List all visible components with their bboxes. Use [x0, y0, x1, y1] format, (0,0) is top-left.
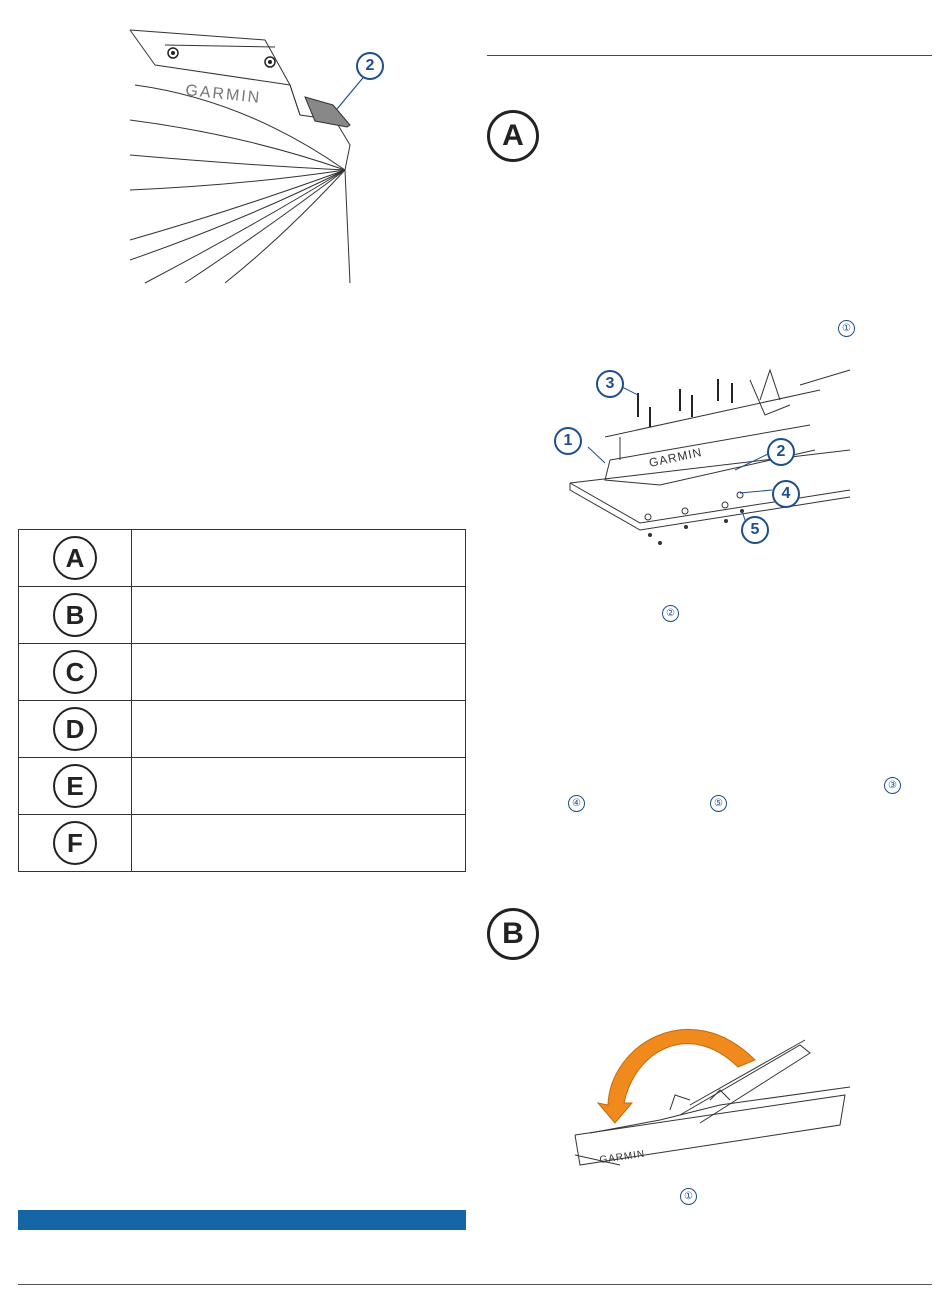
logo-text: GARMIN: [184, 82, 262, 107]
callout-3-mid: 3: [596, 370, 624, 398]
table-row: [19, 644, 466, 701]
inline-ref-1: ①: [838, 320, 855, 337]
step-text: [132, 530, 466, 587]
step-badge: E: [53, 764, 97, 808]
inline-ref-3: ③: [884, 777, 901, 794]
callout-2-mid: 2: [767, 438, 795, 466]
step-table: [18, 529, 466, 872]
step-badge: A: [53, 536, 97, 580]
table-row: [19, 758, 466, 815]
boat-bow-illustration: [125, 25, 385, 290]
step-a-marker: A: [487, 110, 539, 162]
step-b-marker: B: [487, 908, 539, 960]
table-row: [19, 587, 466, 644]
callout-5-mid: 5: [741, 516, 769, 544]
step-text: [132, 701, 466, 758]
logo-text-mid: GARMIN: [647, 445, 704, 470]
step-text: [132, 758, 466, 815]
inline-ref-2: ②: [662, 605, 679, 622]
header-rule: [487, 55, 932, 56]
step-badge: C: [53, 650, 97, 694]
step-text: [132, 815, 466, 872]
callout-4-mid: 4: [772, 480, 800, 508]
callout-2-top: 2: [356, 52, 384, 80]
callout-1-mid: 1: [554, 427, 582, 455]
section-header-bar: [18, 1210, 466, 1230]
table-row: [19, 815, 466, 872]
step-text: [132, 587, 466, 644]
step-text: [132, 644, 466, 701]
inline-ref-5: ⑤: [710, 795, 727, 812]
step-badge: D: [53, 707, 97, 751]
table-row: [19, 701, 466, 758]
inline-ref-6: ①: [680, 1188, 697, 1205]
folding-mount-illustration: [560, 1005, 860, 1180]
footer-rule: [18, 1284, 932, 1285]
inline-ref-4: ④: [568, 795, 585, 812]
table-row: [19, 530, 466, 587]
step-badge: F: [53, 821, 97, 865]
step-badge: B: [53, 593, 97, 637]
logo-text-bottom: GARMIN: [598, 1148, 646, 1166]
